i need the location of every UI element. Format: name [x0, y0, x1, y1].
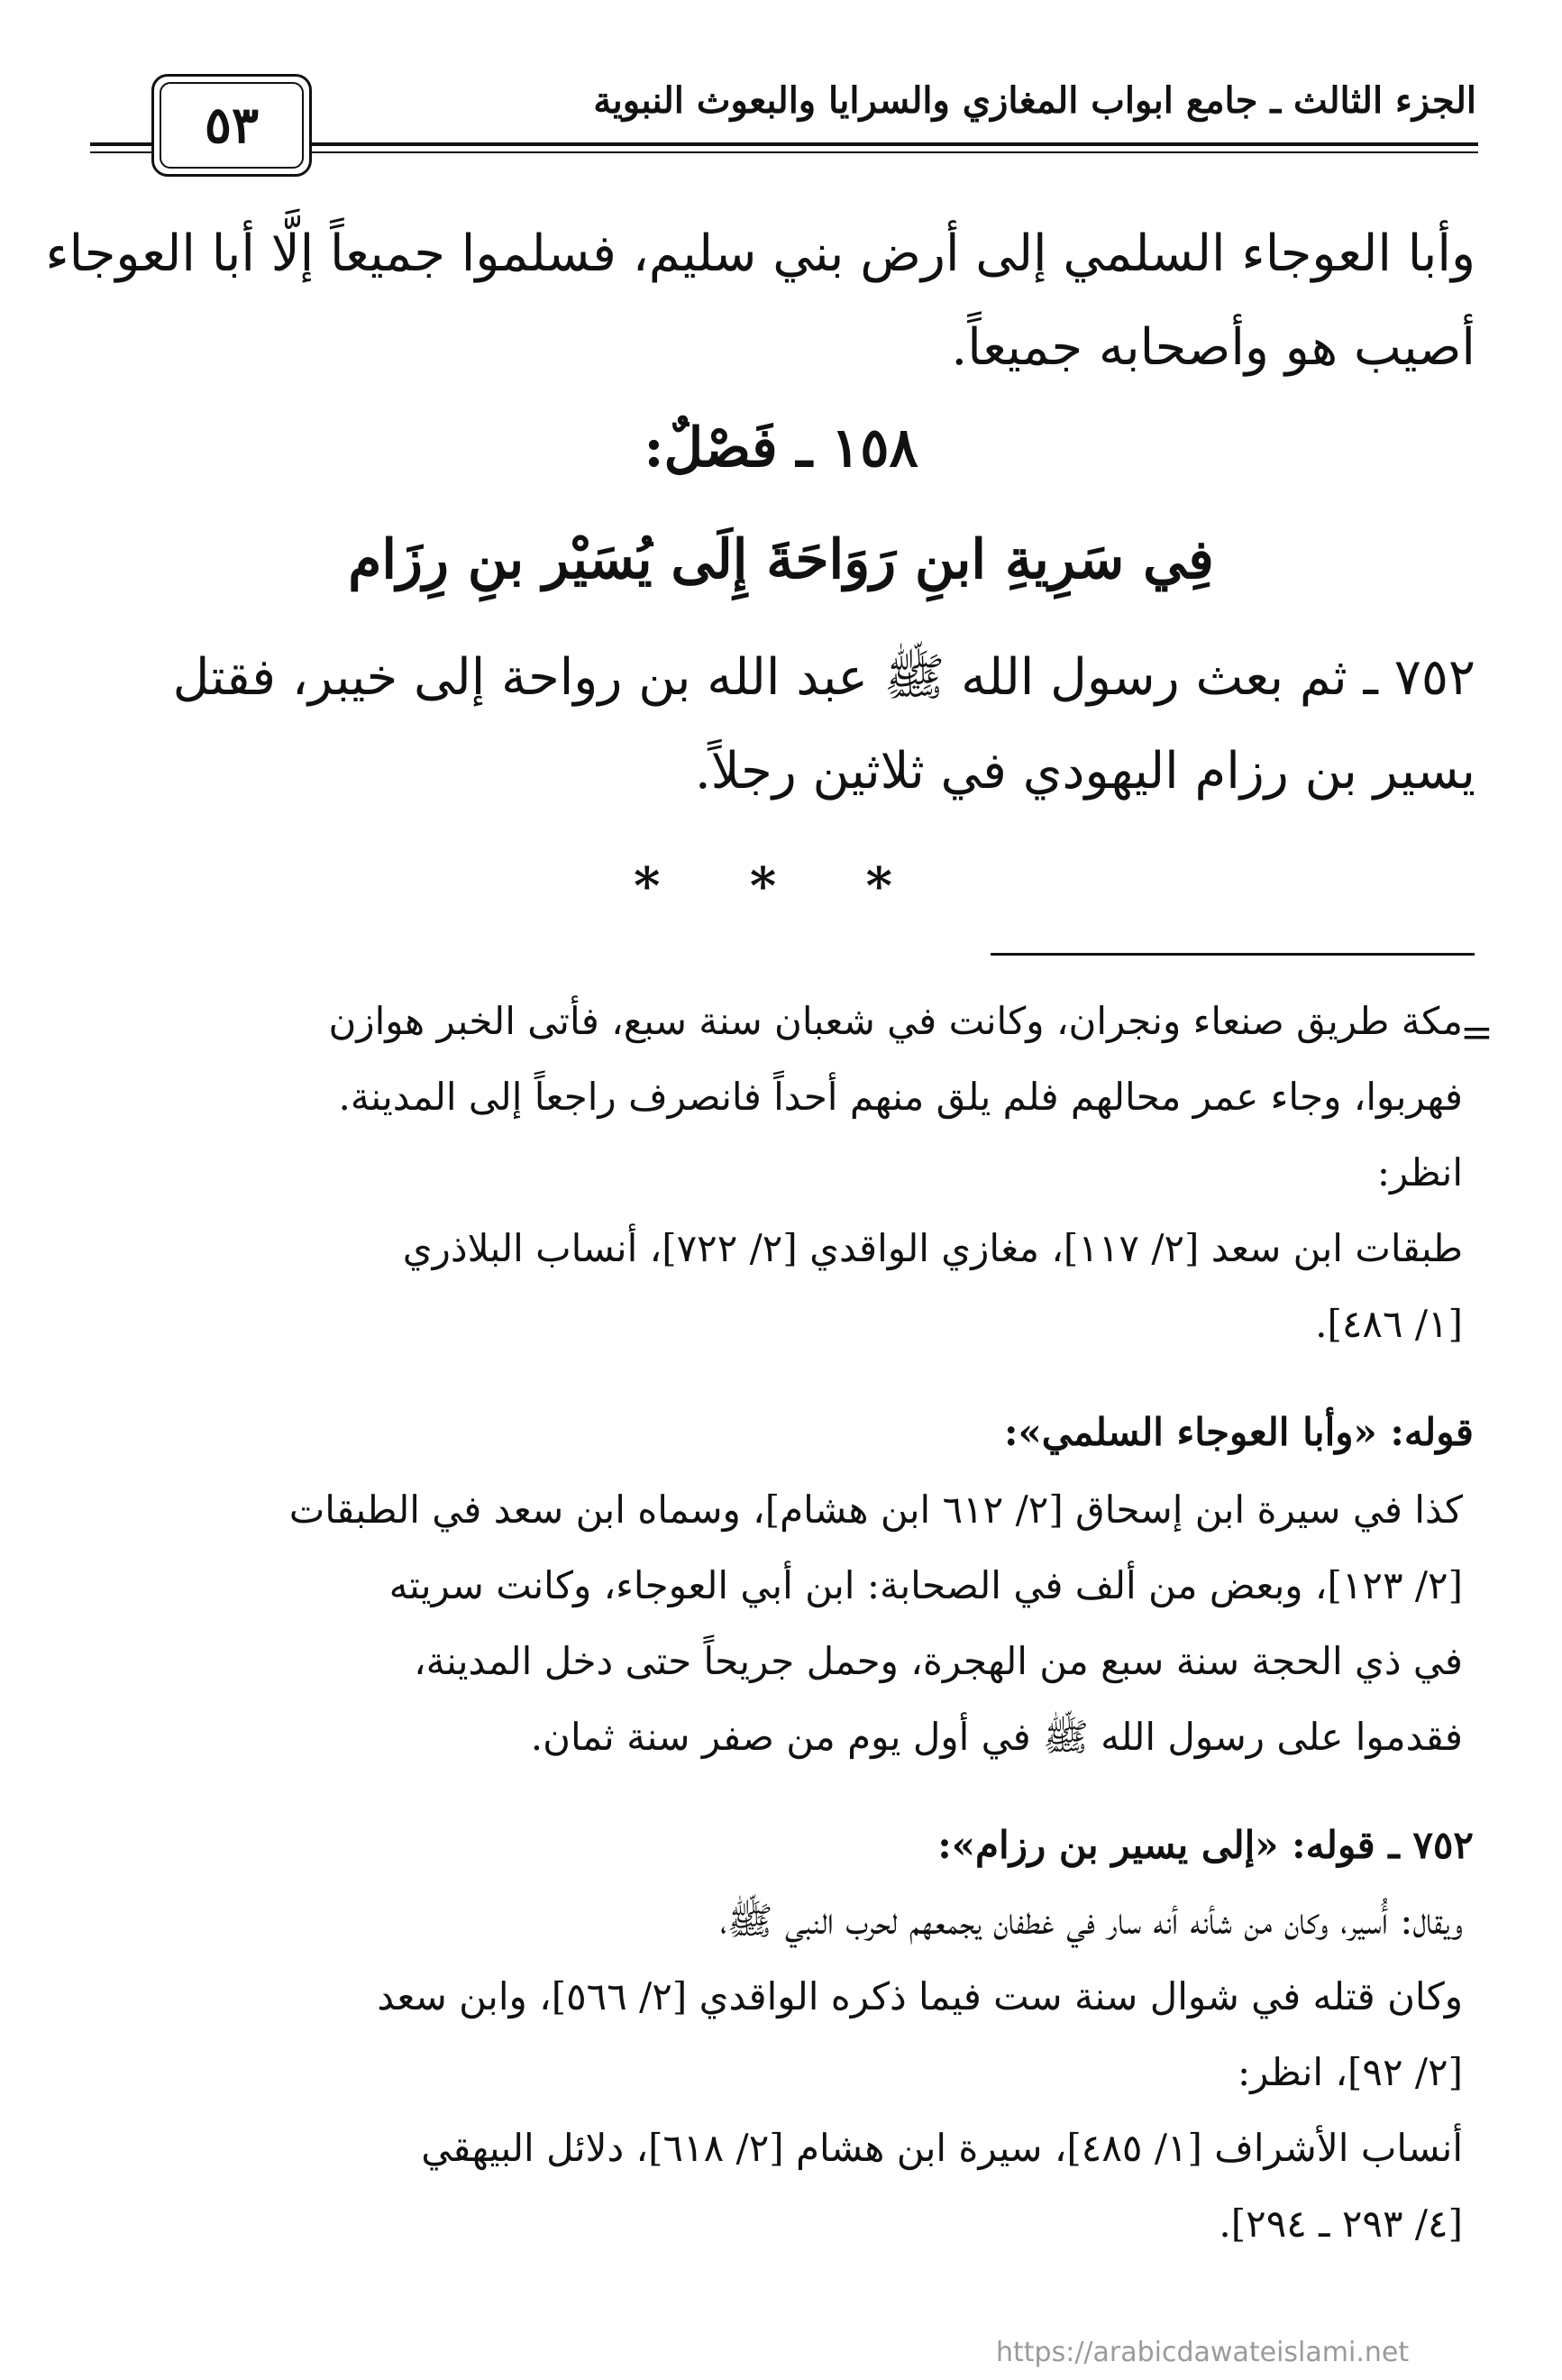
main-text-line: أصيب هو وأصحابه جميعاً. — [951, 318, 1475, 377]
footnote-line: فقدموا على رسول الله ﷺ في أول يوم من صفر سنة ثمان. — [530, 1715, 1463, 1759]
footnote-line: أنساب الأشراف [١/ ٤٨٥]، سيرة ابن هشام [٢/ ٦١٨]، دلائل البيهقي — [421, 2126, 1463, 2170]
footnote-line: كذا في سيرة ابن إسحاق [٢/ ٦١٢ ابن هشام]، وسماه ابن سعد في الطبقات — [288, 1488, 1463, 1532]
running-header-title: الجزء الثالث ـ جامع ابواب المغازي والسرايا والبعوث النبوية — [593, 79, 1476, 122]
footnote-line: [٤/ ٢٩٣ ـ ٢٩٤]. — [1219, 2202, 1463, 2246]
footnote-line: [٢/ ١٢٣]، وبعض من ألف في الصحابة: ابن أبي العوجاء، وكانت سريته — [388, 1563, 1463, 1607]
footnote-line: ويقال: أُسير، وكان من شأنه أنه سار في غطفان يجمعهم لحرب النبي ﷺ، — [719, 1899, 1463, 1943]
footnote-line: انظر: — [1376, 1150, 1463, 1195]
page-number: ٥٣ — [160, 82, 304, 169]
footnote-line: في ذي الحجة سنة سبع من الهجرة، وحمل جريحاً حتى دخل المدينة، — [414, 1639, 1463, 1683]
footnote-label: ٧٥٢ ـ قوله: «إلى يسير بن رزام»: — [937, 1823, 1474, 1867]
main-text-line: وأبا العوجاء السلمي إلى أرض بني سليم، فسلموا جميعاً إلَّا أبا العوجاء — [45, 224, 1475, 283]
footnote-line: مكة طريق صنعاء ونجران، وكانت في شعبان سنة سبع، فأتى الخبر هوازن — [328, 999, 1463, 1043]
watermark-url: https://arabicdawateislami.net — [996, 2337, 1410, 2368]
footnote-line: [٢/ ٩٢]، انظر: — [1237, 2050, 1463, 2094]
footnote-label: قوله: «وأبا العوجاء السلمي»: — [1004, 1410, 1474, 1454]
section-divider-stars: * * * — [634, 856, 928, 916]
page-number-frame — [151, 74, 312, 177]
footnote-line: وكان قتله في شوال سنة ست فيما ذكره الواقدي [٢/ ٥٦٦]، وابن سعد — [377, 1974, 1463, 2018]
footnote-line: طبقات ابن سعد [٢/ ١١٧]، مغازي الواقدي [٢/ ٧٢٢]، أنساب البلاذري — [402, 1226, 1463, 1270]
section-subheading: فِي سَرِيةِ ابنِ رَوَاحَةَ إِلَى يُسَيْر بنِ رِزَام — [348, 528, 1214, 591]
main-text-line: ٧٥٢ ـ ثم بعث رسول الله ﷺ عبد الله بن رواحة إلى خيبر، فقتل — [172, 648, 1475, 707]
footnote-separator — [991, 953, 1475, 956]
footnote-line: [١/ ٤٨٦]. — [1315, 1302, 1463, 1346]
continuation-mark: = — [1460, 1010, 1493, 1056]
footnote-line: فهربوا، وجاء عمر محالهم فلم يلق منهم أحداً فانصرف راجعاً إلى المدينة. — [338, 1075, 1463, 1119]
section-heading: ١٥٨ ـ فَصْلٌ: — [644, 416, 918, 480]
main-text-line: يسير بن رزام اليهودي في ثلاثين رجلاً. — [694, 742, 1475, 801]
